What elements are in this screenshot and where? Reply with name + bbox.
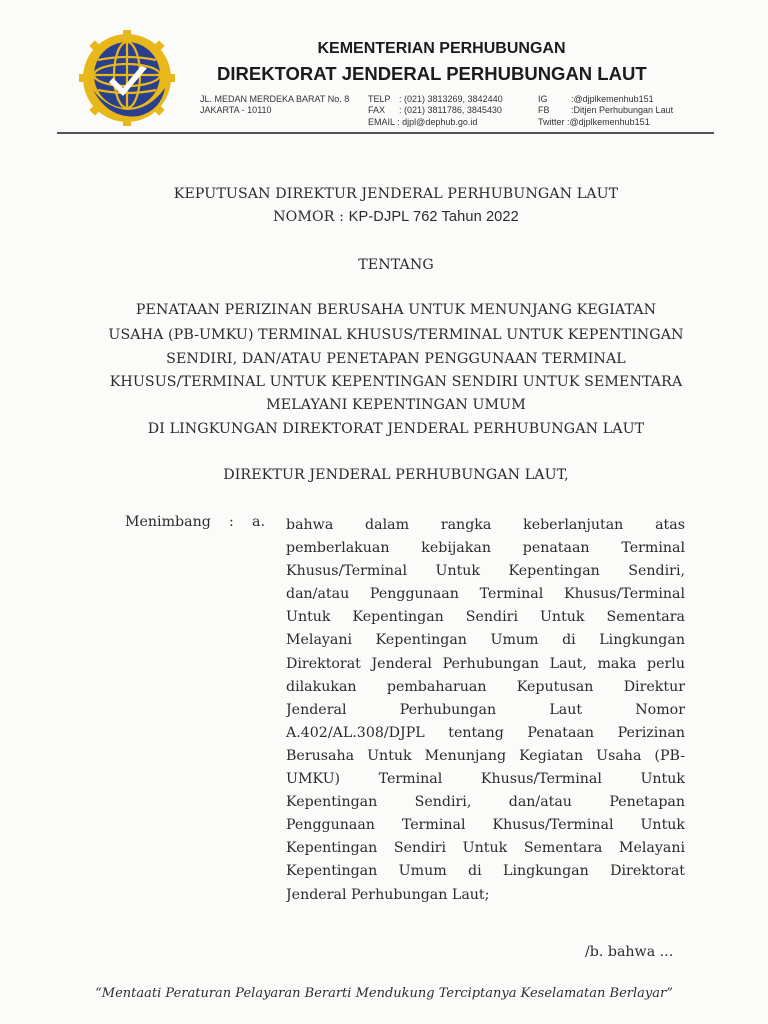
address-line-1: JL. MEDAN MERDEKA BARAT No. 8 <box>200 94 350 104</box>
paragraph-line: Jenderal Perhubungan Laut Nomor <box>286 701 685 718</box>
ig-label: IG <box>538 94 548 104</box>
fax-value: : (021) 3811786, 3845430 <box>399 105 502 115</box>
subject-line: PENATAAN PERIZINAN BERUSAHA UNTUK MENUNJANG KEGIATAN <box>135 302 657 318</box>
decree-number-value: KP-DJPL 762 Tahun 2022 <box>348 209 519 225</box>
paragraph-line: dilakukan pembaharuan Keputusan Direktur <box>286 678 685 695</box>
about-heading: TENTANG <box>358 257 434 273</box>
paragraph-line: UMKU) Terminal Khusus/Terminal Untuk <box>286 771 685 788</box>
telp-value: : (021) 3813269, 3842440 <box>399 94 503 104</box>
twitter-line: Twitter :@djplkemenhub151 <box>538 117 650 127</box>
subject-line: DI LINGKUNGAN DIREKTORAT JENDERAL PERHUBUNGAN LAUT <box>147 421 645 437</box>
paragraph-line: Melayani Kepentingan Umum di Lingkungan <box>286 632 685 649</box>
address-line-2: JAKARTA - 10110 <box>200 105 272 115</box>
subject-line: MELAYANI KEPENTINGAN UMUM <box>266 397 526 413</box>
paragraph-line: Kepentingan Umum di Lingkungan Direktorat <box>286 863 685 880</box>
paragraph-line: Jenderal Perhubungan Laut; <box>286 886 490 903</box>
fax-label: FAX <box>368 105 386 115</box>
subject-line: SENDIRI, DAN/ATAU PENETAPAN PENGGUNAAN TERMINAL <box>166 351 626 367</box>
paragraph-line: pemberlakuan kebijakan penataan Terminal <box>286 540 685 557</box>
email-line: EMAIL : djpl@dephub.go.id <box>368 117 478 127</box>
paragraph-line: Direktorat Jenderal Perhubungan Laut, maka perlu <box>286 655 685 672</box>
paragraph-line: Kepentingan Sendiri, dan/atau Penetapan <box>286 794 685 811</box>
subject-line: KHUSUS/TERMINAL UNTUK KEPENTINGAN SENDIRI UNTUK SEMENTARA <box>109 374 683 390</box>
ministry-name: KEMENTERIAN PERHUBUNGAN <box>317 40 566 57</box>
fb-value: :Ditjen Perhubungan Laut <box>571 105 674 115</box>
decree-title: KEPUTUSAN DIREKTUR JENDERAL PERHUBUNGAN LAUT <box>173 186 619 202</box>
telp-label: TELP <box>368 94 391 104</box>
paragraph-line: Khusus/Terminal Untuk Kepentingan Sendiri, <box>286 563 685 580</box>
footer-motto: “Mentaati Peraturan Pelayaran Berarti Mendukung Terciptanya Keselamatan Berlayar” <box>95 986 673 1001</box>
paragraph-line: dan/atau Penggunaan Terminal Khusus/Terminal <box>286 586 685 603</box>
paragraph-line: Kepentingan Sendiri Untuk Sementara Melayani <box>286 840 685 857</box>
ig-value: :@djplkemenhub151 <box>571 94 654 104</box>
continuation-marker: /b. bahwa ... <box>585 944 674 960</box>
decree-number-label: NOMOR : <box>273 209 349 225</box>
item-marker: a. <box>252 514 265 530</box>
directorate-name: DIREKTORAT JENDERAL PERHUBUNGAN LAUT <box>217 63 647 84</box>
paragraph-line: bahwa dalam rangka keberlanjutan atas <box>286 517 685 533</box>
considering-colon: : <box>229 514 234 530</box>
paragraph-line: Untuk Kepentingan Sendiri Untuk Sementara <box>286 609 685 626</box>
letterhead-divider <box>57 132 714 134</box>
authority-heading: DIREKTUR JENDERAL PERHUBUNGAN LAUT, <box>223 467 569 483</box>
paragraph-line: Penggunaan Terminal Khusus/Terminal Untuk <box>286 817 685 834</box>
fb-label: FB <box>538 105 550 115</box>
paragraph-line: A.402/AL.308/DJPL tentang Penataan Perizinan <box>286 724 685 741</box>
considering-paragraph <box>286 514 685 907</box>
paragraph-line: Berusaha Untuk Menunjang Kegiatan Usaha (PB- <box>286 747 685 764</box>
considering-label: Menimbang <box>125 514 211 530</box>
subject-line: USAHA (PB-UMKU) TERMINAL KHUSUS/TERMINAL UNTUK KEPENTINGAN <box>108 327 684 343</box>
decree-number <box>60 209 732 225</box>
